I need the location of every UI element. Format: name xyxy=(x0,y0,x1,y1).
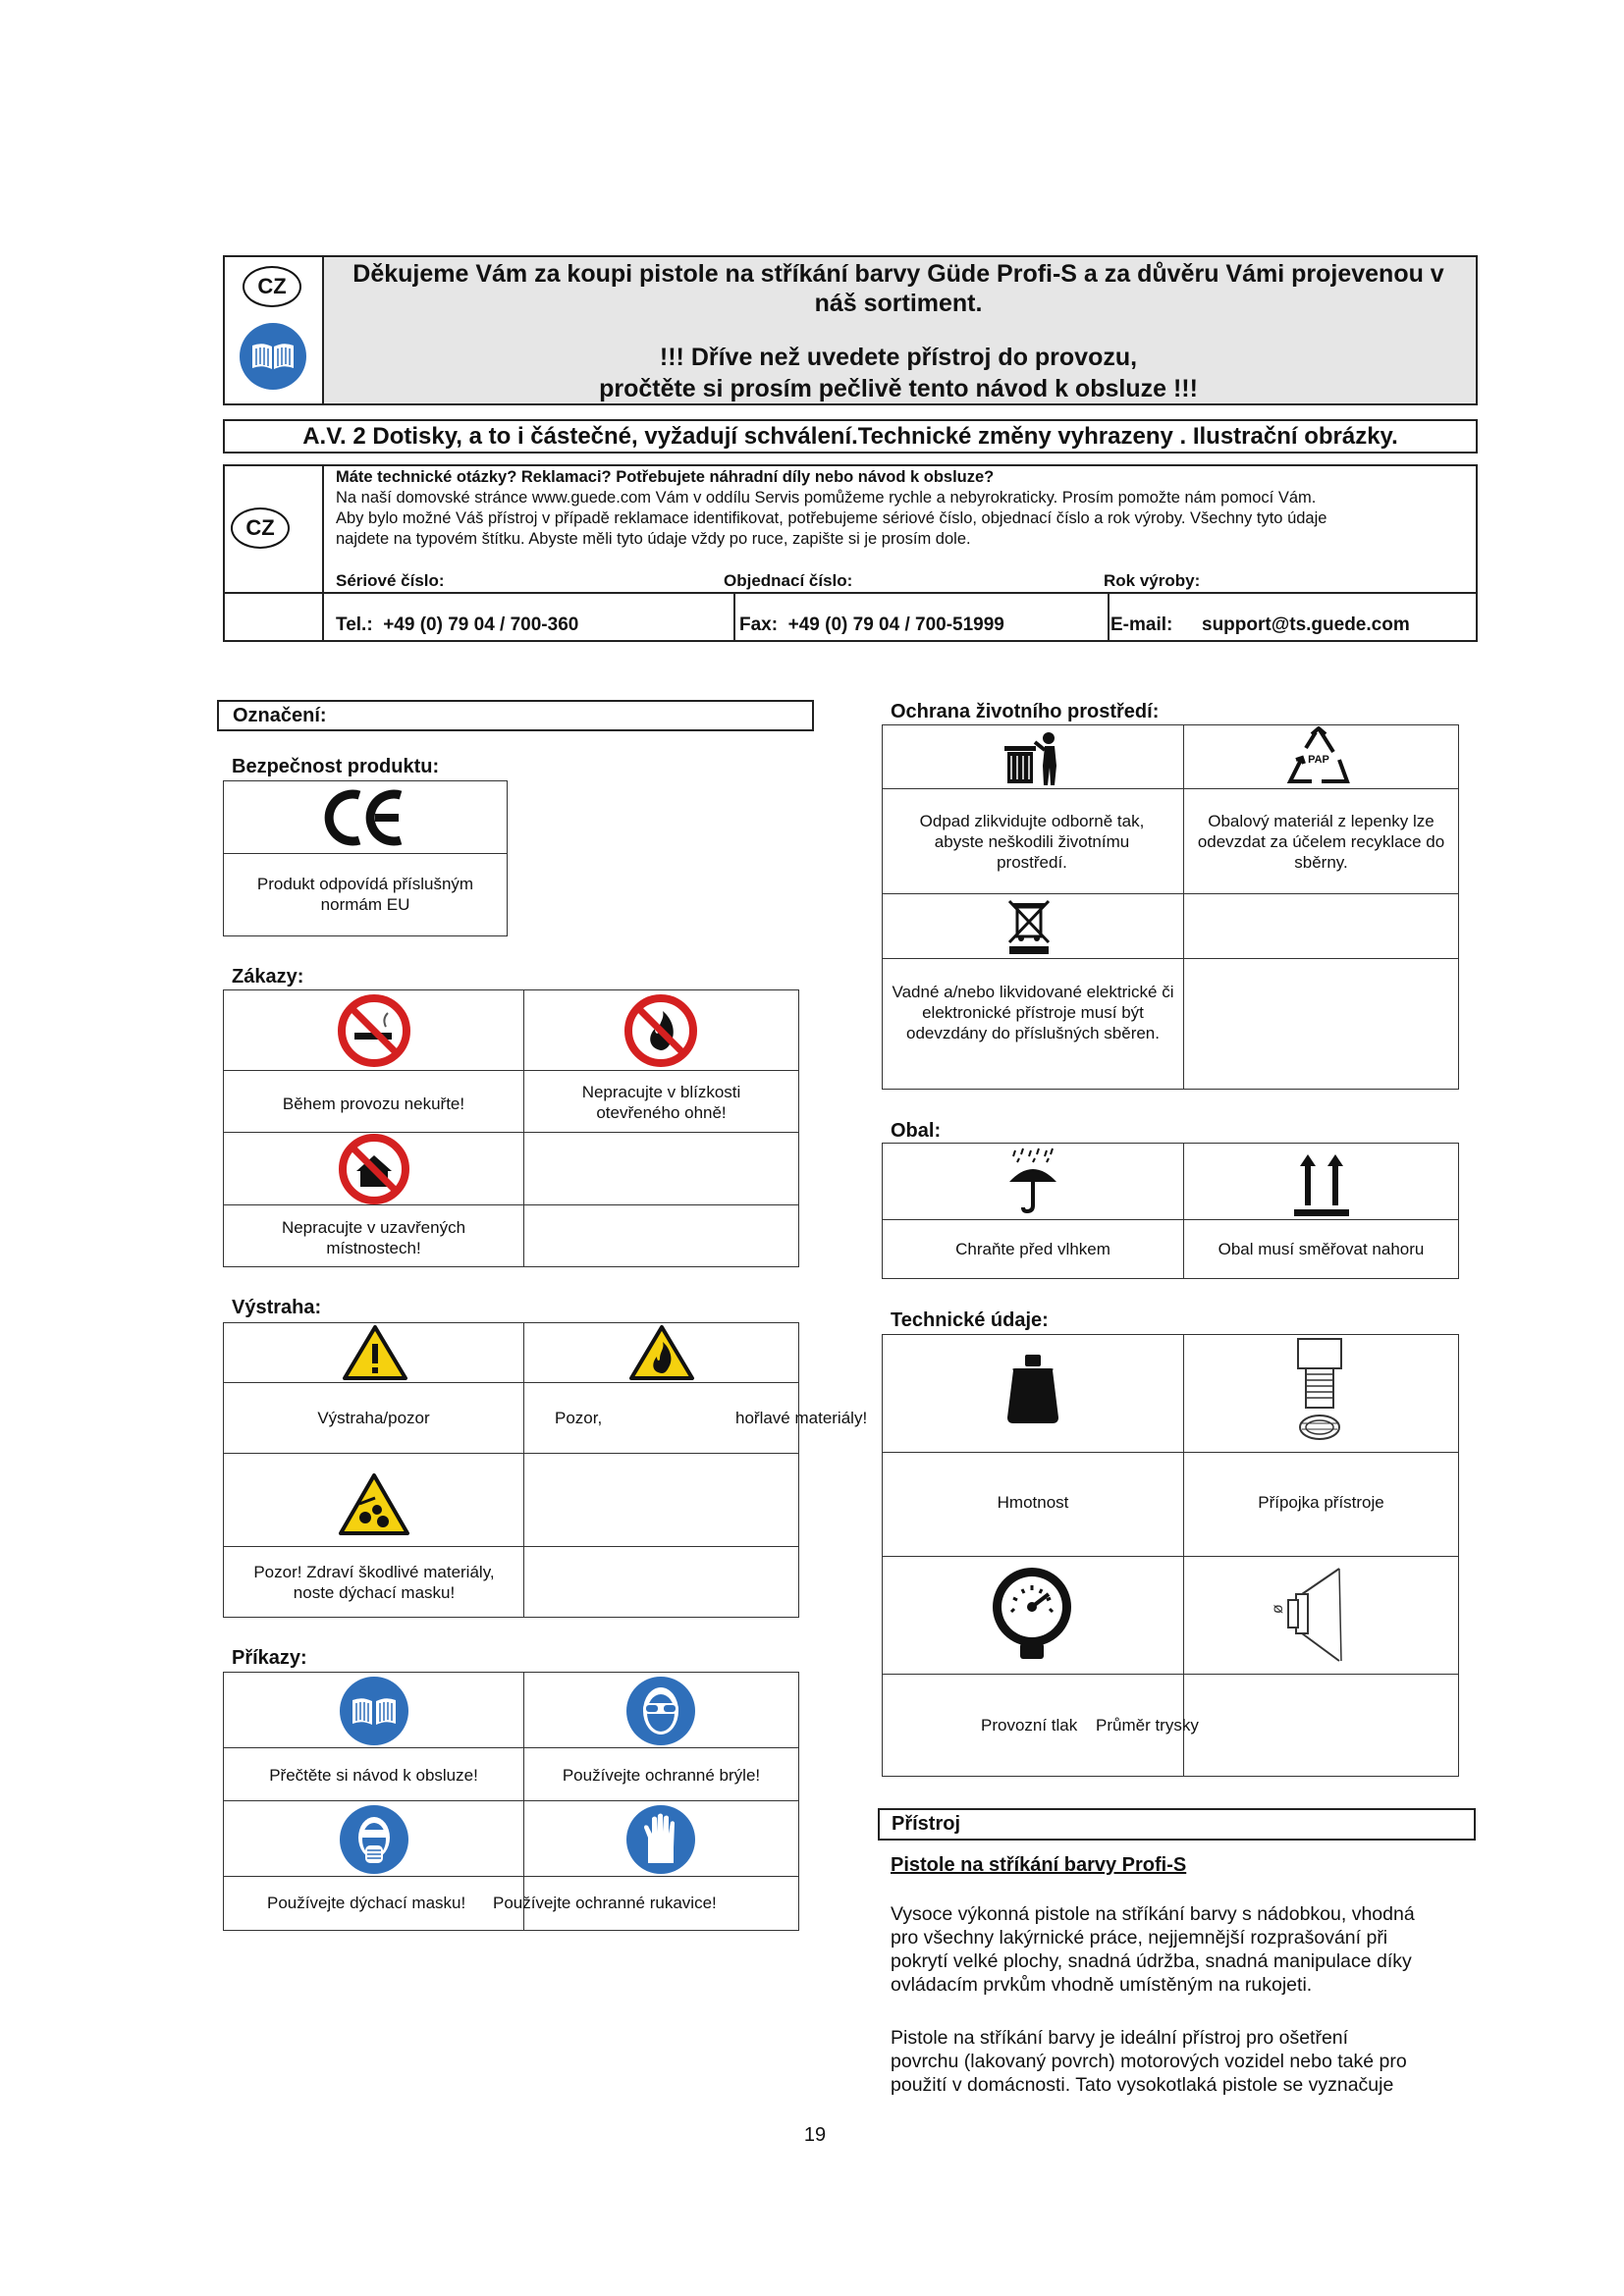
ochrana-cell-6 xyxy=(1183,893,1459,959)
zakazy-cell-8 xyxy=(523,1204,799,1267)
product-paragraph-1 xyxy=(891,1902,1480,1997)
vystraha-title: Výstraha: xyxy=(232,1297,322,1318)
prikaz-text-1: Přečtěte si návod k obsluze! xyxy=(269,1766,478,1785)
flammable-warning-icon xyxy=(628,1324,695,1381)
product-paragraph-2 xyxy=(891,2026,1480,2097)
ce-mark-icon xyxy=(322,787,406,848)
contact-col-divider-1 xyxy=(733,592,735,640)
oznaceni-title: Označení: xyxy=(233,705,327,726)
no-open-flame-icon xyxy=(623,993,698,1068)
weight-icon xyxy=(1003,1349,1062,1427)
vystraha-cell-6 xyxy=(523,1453,799,1547)
obal-title: Obal: xyxy=(891,1120,942,1142)
phi-symbol: ø xyxy=(1270,1604,1286,1614)
protective-gloves-icon xyxy=(624,1804,697,1875)
ochrana-text-3: Vadné a/nebo likvidované elektrické či elektronické přístroje musí být odevzdány do příslušných sběren. xyxy=(892,983,1174,1042)
tech-text-2: Přípojka přístroje xyxy=(1258,1493,1384,1512)
para1-line-1: Vysoce výkonná pistole na stříkání barvy s nádobkou, vhodná xyxy=(891,1903,1415,1925)
this-side-up-icon xyxy=(1292,1145,1351,1219)
ochrana-cell-8 xyxy=(1183,958,1459,1090)
contact-row-divider xyxy=(225,592,1476,594)
bezpecnost-title: Bezpečnost produktu: xyxy=(232,756,440,777)
contact-left-cell xyxy=(225,466,324,640)
ochrana-title: Ochrana životního prostředí: xyxy=(891,701,1160,722)
tech-text-1: Hmotnost xyxy=(997,1493,1069,1512)
read-manual-icon xyxy=(338,1676,410,1746)
fax-text: Fax: +49 (0) 79 04 / 700-51999 xyxy=(739,614,1004,635)
weee-crossed-bin-icon xyxy=(1003,897,1055,956)
zakazy-title: Zákazy: xyxy=(232,966,304,988)
vystraha-cell-8 xyxy=(523,1546,799,1618)
prikaz-text-2: Používejte ochranné brýle! xyxy=(562,1766,761,1785)
page-number: 19 xyxy=(803,2124,827,2146)
contact-line-2: Aby bylo možné Váš přístroj v případě reklamace identifikovat, potřebujeme sériové číslo, objednací číslo a rok výroby. Všechny tyto údaje xyxy=(336,509,1327,527)
obal-text-1: Chraňte před vlhkem xyxy=(955,1240,1110,1258)
contact-line-1: Na naší domovské stránce www.guede.com Vám v oddílu Servis pomůžeme rychle a nebyrokraticky. Prosím pomožte nám pomocí Vám. xyxy=(336,489,1317,507)
warning-general-icon xyxy=(342,1324,408,1381)
av-line-box xyxy=(223,419,1478,454)
vystraha-text-3: Pozor! Zdraví škodlivé materiály, noste dýchací masku! xyxy=(253,1563,495,1602)
no-enclosed-space-icon xyxy=(337,1134,411,1204)
av-line: A.V. 2 Dotisky, a to i částečné, vyžadují schválení.Technické změny vyhrazeny . Ilustrační obrázky. xyxy=(302,422,1398,450)
warn-line-1: !!! Dříve než uvedete přístroj do provozu, xyxy=(659,344,1138,371)
vystraha-text-2b: hořlavé materiály! xyxy=(735,1409,868,1427)
zakaz-text-3: Nepracujte v uzavřených místnostech! xyxy=(281,1218,466,1257)
contact-question: Máte technické otázky? Reklamaci? Potřebujete náhradní díly nebo návod k obsluze? xyxy=(336,468,995,486)
tech-text-3: Provozní tlak xyxy=(981,1716,1078,1735)
nozzle-diameter-icon xyxy=(1267,1563,1369,1667)
product-title: Pistole na stříkání barvy Profi-S xyxy=(891,1854,1187,1876)
manual-icon xyxy=(239,322,307,391)
obal-text-2: Obal musí směřovat nahoru xyxy=(1218,1240,1425,1258)
oznaceni-box xyxy=(217,700,814,731)
para1-line-4: ovládacím prvkům vhodně umístěným na rukojeti. xyxy=(891,1974,1313,1996)
waste-bin-icon xyxy=(1001,730,1064,787)
thanks-heading xyxy=(329,259,1468,318)
thanks-line-1: Děkujeme Vám za koupi pistole na stříkání barvy Güde Profi-S a za důvěru Vámi projevenou v xyxy=(352,260,1444,288)
contact-country-code: CZ xyxy=(245,515,275,540)
ochrana-text-1: Odpad zlikvidujte odborně tak, abyste neškodili životnímu prostředí. xyxy=(919,812,1145,872)
contact-country-badge xyxy=(231,507,290,549)
zakaz-text-1: Během provozu nekuřte! xyxy=(282,1095,465,1113)
warn-line-2: pročtěte si prosím pečlivě tento návod k obsluze !!! xyxy=(599,375,1198,402)
pap-recycling-icon xyxy=(1286,726,1351,787)
email-link[interactable]: support@ts.guede.com xyxy=(1202,614,1410,635)
harmful-material-icon xyxy=(338,1472,410,1537)
para2-line-3: použití v domácnosti. Tato vysokotlaká pistole se vyznačuje xyxy=(891,2074,1394,2096)
tech-text-4: Průměr trysky xyxy=(1096,1716,1199,1735)
breathing-mask-icon xyxy=(338,1804,410,1875)
para1-line-3: pokrytí velké plochy, snadná údržba, snadná manipulace díky xyxy=(891,1950,1412,1972)
email-label: E-mail: xyxy=(1110,614,1173,635)
para2-line-2: povrchu (lakovaný povrch) motorových vozidel nebo také pro xyxy=(891,2051,1407,2072)
pap-label: PAP xyxy=(1308,754,1329,766)
country-badge xyxy=(243,266,301,307)
pressure-gauge-icon xyxy=(990,1565,1074,1663)
no-smoking-icon xyxy=(337,993,411,1068)
tech-cell-8 xyxy=(1183,1674,1459,1777)
ce-text: Produkt odpovídá příslušným normám EU xyxy=(256,875,474,914)
prikaz-text-3: Používejte dýchací masku! xyxy=(267,1894,466,1912)
prikazy-title: Příkazy: xyxy=(232,1647,307,1669)
pristroj-box xyxy=(878,1808,1476,1841)
zakaz-text-2: Nepracujte v blízkosti otevřeného ohně! xyxy=(581,1083,741,1122)
order-label: Objednací číslo: xyxy=(724,571,853,590)
safety-goggles-icon xyxy=(624,1676,697,1746)
warning-heading xyxy=(329,342,1468,404)
para1-line-2: pro všechny lakýrnické práce, nejjemnější rozprašování při xyxy=(891,1927,1388,1949)
vystraha-text-2a: Pozor, xyxy=(555,1409,603,1427)
tech-title: Technické údaje: xyxy=(891,1309,1049,1331)
serial-label: Sériové číslo: xyxy=(336,571,445,590)
contact-line-3: najdete na typovém štítku. Abyste měli tyto údaje vždy po ruce, zapište si je prosím dole. xyxy=(336,530,971,548)
umbrella-icon xyxy=(1003,1147,1062,1217)
country-code: CZ xyxy=(257,274,287,298)
pristroj-title: Přístroj xyxy=(892,1813,961,1835)
zakazy-cell-6 xyxy=(523,1132,799,1205)
year-label: Rok výroby: xyxy=(1104,571,1201,590)
vystraha-text-1: Výstraha/pozor xyxy=(317,1409,430,1427)
para2-line-1: Pistole na stříkání barvy je ideální přístroj pro ošetření xyxy=(891,2027,1349,2049)
ochrana-text-2: Obalový materiál z lepenky lze odevzdat za účelem recyklace do sběrny. xyxy=(1197,812,1445,872)
contact-text xyxy=(336,467,1465,550)
tel-text: Tel.: +49 (0) 79 04 / 700-360 xyxy=(336,614,579,635)
contact-col-divider-2 xyxy=(1108,592,1110,640)
prikaz-text-4: Používejte ochranné rukavice! xyxy=(493,1894,717,1912)
thanks-line-2: náš sortiment. xyxy=(814,290,983,317)
device-connection-icon xyxy=(1288,1337,1351,1445)
